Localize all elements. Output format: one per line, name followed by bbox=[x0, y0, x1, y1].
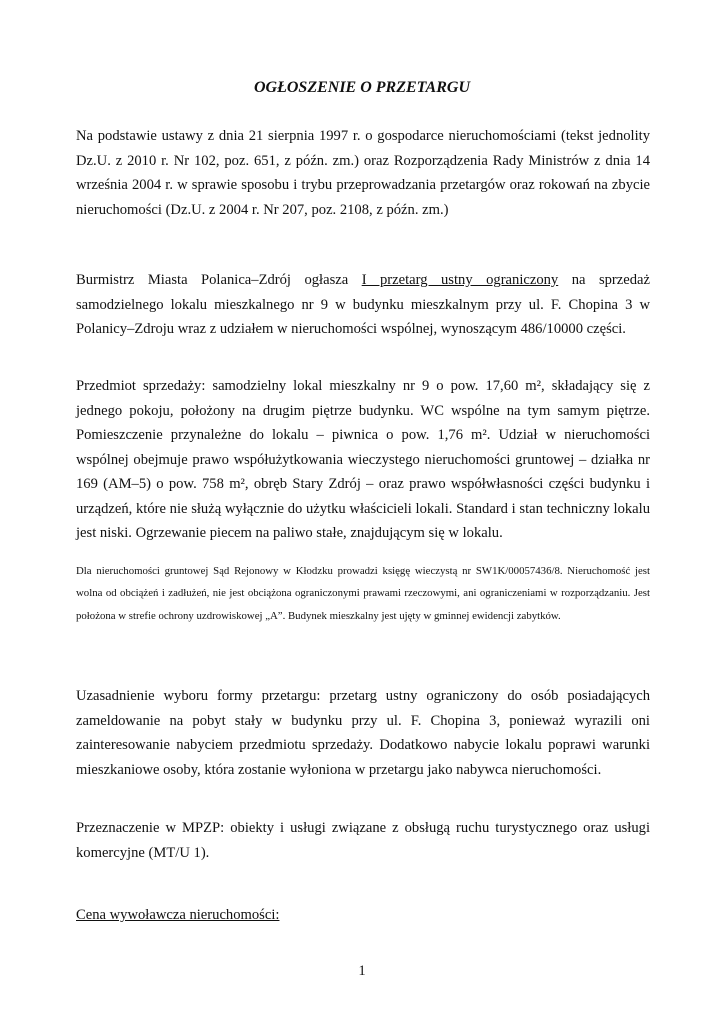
document-title: OGŁOSZENIE O PRZETARGU bbox=[253, 79, 471, 96]
announcement-text-start: Burmistrz Miasta Polanica–Zdrój ogłasza bbox=[76, 272, 362, 288]
justification-paragraph: Uzasadnienie wyboru formy przetargu: przetarg ustny ograniczony do osób posiadających zameldowanie na pobyt stały w budynku przy ul. F. Chopina 3, ponieważ wyrazili oni zainteresowanie nabyciem przedmiotu sprzedaży. Dodatkowo nabycie lokalu poprawi warunki mieszkaniowe osoby, która zostanie wyłoniona w przetargu jako nabywca nieruchomości. bbox=[76, 688, 650, 778]
announcement-paragraph bbox=[76, 268, 650, 342]
subject-paragraph: Przedmiot sprzedaży: samodzielny lokal mieszkalny nr 9 o pow. 17,60 m², składający się z jednego pokoju, położony na drugim piętrze budynku. WC wspólne na tym samym piętrze. Pomieszczenie przynależne do lokalu – piwnica o pow. 1,76 m². Udział w nieruchomości wspólnej obejmuje prawo współużytkowania wieczystego nieruchomości gruntowej – działka nr 169 (AM–5) o pow. 758 m², obręb Stary Zdrój – oraz prawo współwłasności części budynku i urządzeń, które nie służą wyłącznie do użytku właścicieli lokali. Standard i stan techniczny lokalu jest niski. Ogrzewanie piecem na paliwo stałe, znajdującym się w lokalu. bbox=[76, 378, 650, 541]
announcement-text-end: na sprzedaż samodzielnego lokalu mieszkalnego nr 9 w budynku mieszkalnym przy ul. F. Chopina 3 w Polanicy–Zdroju wraz z udziałem w nieruchomości wspólnej, wynoszącym 486/10000 części. bbox=[76, 272, 650, 337]
registry-note-paragraph: Dla nieruchomości gruntowej Sąd Rejonowy w Kłodzku prowadzi księgę wieczystą nr SW1K/00057436/8. Nieruchomość jest wolna od obciążeń i zadłużeń, nie jest obciążona ograniczonymi prawami rzeczowymi, ani ograniczeniami w rozporządzaniu. Jest położona w strefie ochrony uzdrowiskowej „A”. Budynek mieszkalny jest ujęty w gminnej ewidencji zabytków. bbox=[76, 565, 650, 622]
zoning-paragraph: Przeznaczenie w MPZP: obiekty i usługi związane z obsługą ruchu turystycznego oraz usługi komercyjne (MT/U 1). bbox=[76, 820, 650, 861]
legal-basis-paragraph: Na podstawie ustawy z dnia 21 sierpnia 1997 r. o gospodarce nieruchomościami (tekst jednolity Dz.U. z 2010 r. Nr 102, poz. 651, z późn. zm.) oraz Rozporządzenia Rady Ministrów z dnia 14 września 2004 r. w sprawie sposobu i trybu przeprowadzania przetargów oraz rokowań na zbycie nieruchomości (Dz.U. z 2004 r. Nr 207, poz. 2108, z późn. zm.) bbox=[76, 128, 650, 218]
tender-type-underlined: I przetarg ustny ograniczony bbox=[361, 272, 559, 288]
page-number: 1 bbox=[358, 963, 366, 979]
price-heading: Cena wywoławcza nieruchomości: bbox=[76, 907, 280, 923]
